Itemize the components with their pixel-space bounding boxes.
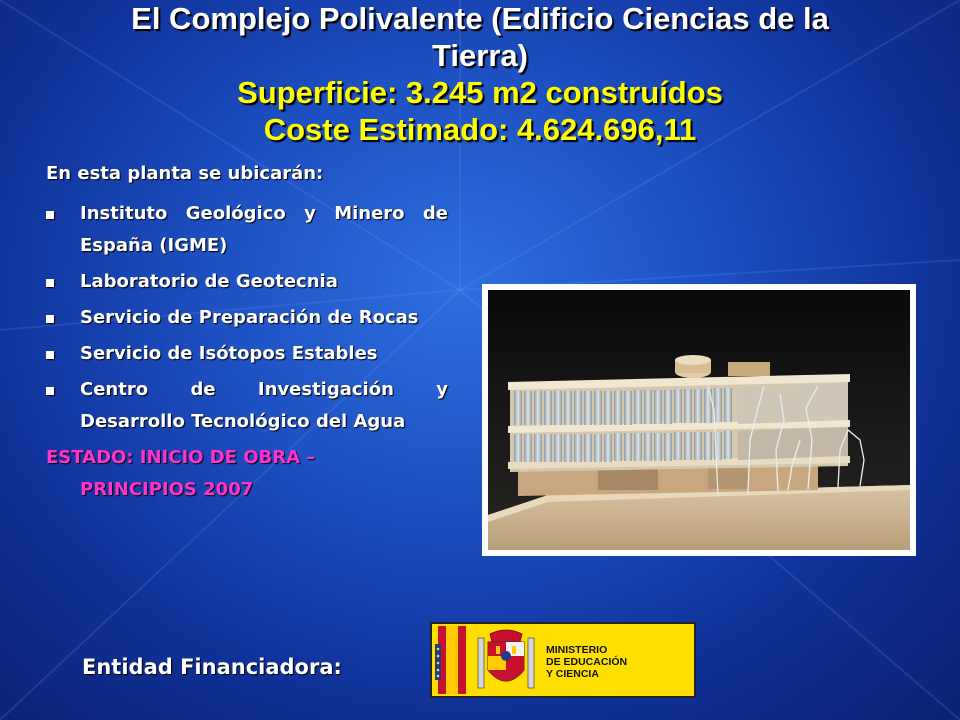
slide-title — [60, 0, 900, 148]
list-item: Centro de Investigación y Desarrollo Tecnológico del Agua — [46, 374, 448, 438]
building-model-photo — [482, 284, 916, 556]
square-bullet-icon — [46, 351, 54, 359]
financing-entity-label: Entidad Financiadora: — [82, 655, 342, 679]
content-body — [46, 160, 448, 506]
title-line-1: El Complejo Polivalente (Edificio Ciencias de la — [131, 1, 829, 36]
square-bullet-icon — [46, 279, 54, 287]
status-line-1: ESTADO: INICIO DE OBRA – — [46, 447, 316, 468]
square-bullet-icon — [46, 211, 54, 219]
surface-line: Superficie: 3.245 m2 construídos — [237, 75, 723, 110]
architectural-model-image — [488, 290, 910, 550]
status-text — [46, 442, 448, 506]
list-item: Instituto Geológico y Minero de España (IGME) — [46, 198, 448, 262]
cost-line: Coste Estimado: 4.624.696,11 — [263, 112, 697, 147]
intro-text: En esta planta se ubicarán: — [46, 163, 324, 184]
list-item: Servicio de Isótopos Estables — [46, 338, 448, 370]
list-item: Servicio de Preparación de Rocas — [46, 302, 448, 334]
facility-list — [46, 198, 448, 438]
list-item: Laboratorio de Geotecnia — [46, 266, 448, 298]
square-bullet-icon — [46, 387, 54, 395]
status-line-2: PRINCIPIOS 2007 — [80, 479, 254, 500]
title-line-2: Tierra) — [432, 38, 528, 73]
ministry-logo — [430, 622, 696, 698]
ministry-logo-text: MINISTERIO DE EDUCACIÓN Y CIENCIA — [546, 644, 628, 680]
square-bullet-icon — [46, 315, 54, 323]
